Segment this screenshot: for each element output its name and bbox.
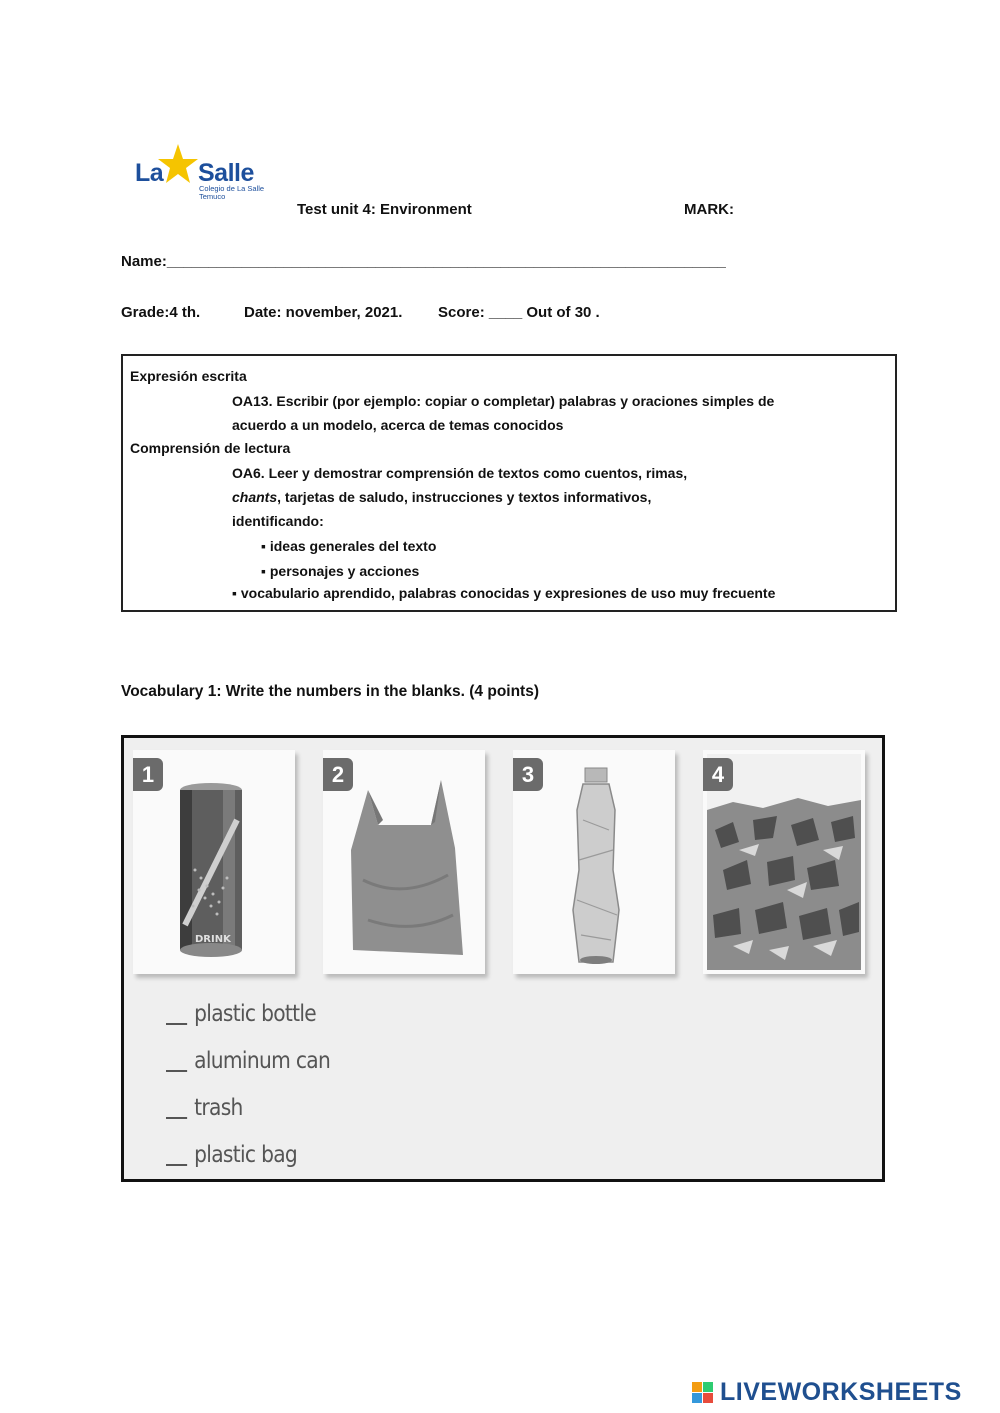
date-label: Date: november, 2021. [244, 304, 403, 321]
can-label-text: DRINK [195, 934, 231, 945]
logo-subtitle-city: Temuco [199, 192, 226, 201]
objective-oa6-line1: OA6. Leer y demostrar comprensión de textos como cuentos, rimas, [232, 465, 688, 481]
picture-card-2 [323, 750, 485, 974]
objective-bullet-ideas: ▪ ideas generales del texto [261, 538, 437, 554]
logo-subtitle [199, 185, 264, 201]
objective-oa13-line1: OA13. Escribir (por ejemplo: copiar o completar) palabras y oraciones simples de [232, 393, 775, 409]
objective-heading-writing: Expresión escrita [130, 368, 247, 384]
option-label-4: plastic bag [194, 1142, 298, 1168]
logo-subtitle-school: Colegio de La Salle [199, 184, 265, 193]
test-title: Test unit 4: Environment [297, 201, 472, 218]
option-row-3 [166, 1095, 243, 1121]
liveworksheets-badge-icon [692, 1382, 714, 1404]
answer-blank-2[interactable] [166, 1068, 187, 1072]
chants-word: chants [232, 489, 278, 505]
objective-oa6-line2 [232, 489, 651, 505]
grade-label: Grade:4 th. [121, 304, 201, 321]
liveworksheets-text: LIVEWORKSHEETS [720, 1378, 962, 1406]
star-icon [157, 143, 199, 185]
option-label-2: aluminum can [194, 1048, 331, 1074]
option-row-1 [166, 1001, 316, 1027]
objective-bullet-vocabulary: ▪ vocabulario aprendido, palabras conocidas y expresiones de uso muy frecuente [232, 585, 776, 601]
picture-number-2: 2 [323, 758, 353, 791]
answer-blank-3[interactable] [166, 1115, 187, 1119]
vocabulary-title: Vocabulary 1: Write the numbers in the blanks. (4 points) [121, 683, 540, 700]
picture-number-1: 1 [133, 758, 163, 791]
picture-number-3: 3 [513, 758, 543, 791]
objective-oa6-line2-rest: , tarjetas de saludo, instrucciones y textos informativos, [277, 489, 652, 505]
answer-blank-1[interactable] [166, 1021, 187, 1025]
logo-text-la: La [135, 159, 164, 187]
objectives-box [121, 354, 897, 612]
picture-card-3 [513, 750, 675, 974]
vocabulary-exercise-box [121, 735, 885, 1182]
option-row-4 [166, 1142, 297, 1168]
objective-oa13-line2: acuerdo a un modelo, acerca de temas conocidos [232, 417, 564, 433]
school-logo [135, 143, 285, 201]
objective-heading-reading: Comprensión de lectura [130, 440, 291, 456]
score-label: Score: ____ Out of 30 . [438, 304, 600, 321]
picture-card-4 [703, 750, 865, 974]
logo-text-salle: Salle [198, 159, 254, 187]
option-label-1: plastic bottle [194, 1001, 317, 1027]
objective-bullet-characters: ▪ personajes y acciones [261, 563, 420, 579]
answer-blank-4[interactable] [166, 1162, 187, 1166]
picture-card-1 [133, 750, 295, 974]
name-field[interactable]: Name:___________________________________________________________________ [121, 253, 726, 270]
option-row-2 [166, 1048, 330, 1074]
liveworksheets-brand [692, 1378, 992, 1408]
objective-oa6-line3: identificando: [232, 513, 324, 529]
mark-label: MARK: [684, 201, 734, 218]
option-label-3: trash [194, 1095, 243, 1121]
picture-number-4: 4 [703, 758, 733, 791]
